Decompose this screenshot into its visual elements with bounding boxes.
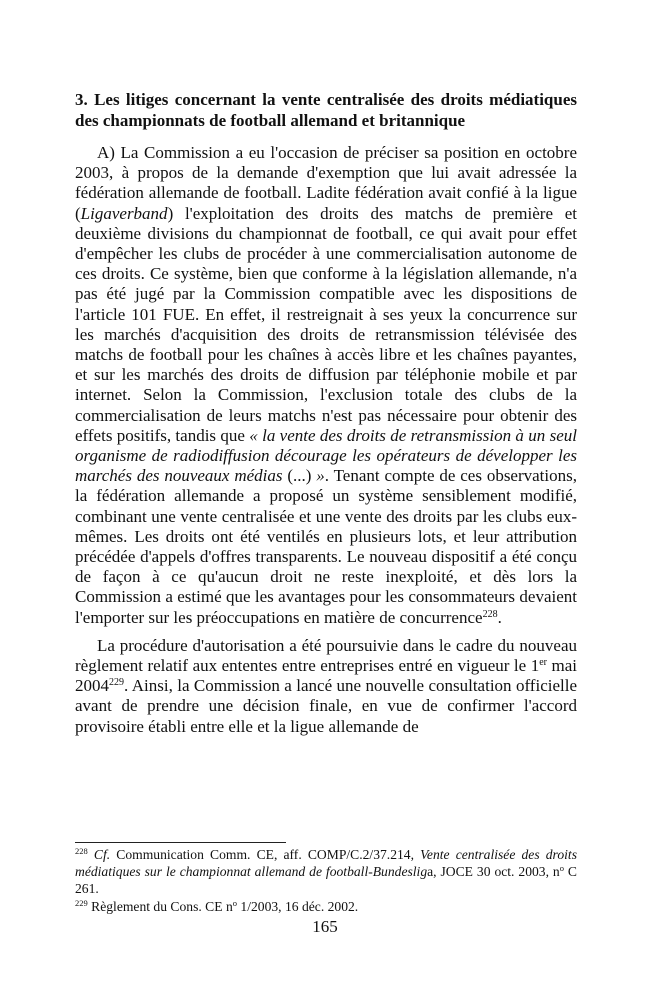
footnote-number: 228 xyxy=(75,846,88,856)
text: 1/2003, 16 déc. 2002. xyxy=(237,898,359,914)
text: a, JOCE 30 oct. 2003, n xyxy=(427,864,560,880)
footnote-number: 229 xyxy=(75,897,88,908)
ordinal: o xyxy=(232,897,237,908)
text: . xyxy=(497,607,502,627)
page-body xyxy=(75,90,577,745)
footnotes xyxy=(75,846,577,915)
quotation-close: » xyxy=(316,466,325,486)
page-number: 165 xyxy=(312,917,338,936)
text: La procédure d'autorisation a été poursuivie dans le cadre du nouveau règlement relatif aux ententes entre entreprises entré en vigueur le 1 xyxy=(75,635,577,676)
footnote-separator xyxy=(75,842,286,843)
text: C 261. xyxy=(75,864,577,897)
footnote-ref-228[interactable]: 228 xyxy=(482,608,498,620)
text: mai 2004 xyxy=(75,656,578,696)
ordinal: o xyxy=(559,863,564,874)
text: Règlement du Cons. CE n xyxy=(87,898,233,914)
paragraph-authorisation-procedure xyxy=(75,636,577,737)
footnote-229 xyxy=(75,898,577,915)
text: Cf. xyxy=(93,847,111,862)
italic-term: Ligaverband xyxy=(80,203,168,223)
text: . Ainsi, la Commission a lancé une nouvelle consultation officielle avant de prendre une décision finale, en vue de confirmer l'accord provisoire établi entre elle et la ligue allemande de xyxy=(75,676,577,736)
ordinal-suffix: er xyxy=(539,657,547,669)
footnote-ref-229[interactable]: 229 xyxy=(109,677,124,689)
text: ) l'exploitation des droits des matchs de première et deuxième divisions du championnat de football, ce qui avait pour effet d'empêcher les clubs de procéder à une commercialisation autonome de ces droits. Ce système, bien que conforme à la législation allemande, n'a pas été jugé par la Commission compatible avec les dispositions de l'article 101 FUE. En effet, il restreignait à ses yeux la concurrence sur les marchés d'acquisition des droits de retransmission télévisée des matchs de football pour les chaînes à accès libre et les chaînes payantes, et sur les marchés des droits de diffusion par téléphonie mobile et par internet. Selon la Commission, l'exclusion totale des clubs de la commercialisation de leurs matchs n'est pas nécessaire pour obtenir des effets positifs, tandis que xyxy=(75,203,577,445)
text: A) La Commission a eu l'occasion de préciser sa position en octobre 2003, à propos de la demande d'exemption que lui avait adressée la fédération allemande de football. Ladite fédération avait confié à la ligue ( xyxy=(75,143,577,223)
text: (...) xyxy=(282,466,317,486)
section-heading: 3. Les litiges concernant la vente centralisée des droits médiatiques des championnats de football allemand et britannique xyxy=(75,90,577,130)
case-title: Vente centralisée des droits médiatiques sur le championnat allemand de football-Bundeslig xyxy=(75,847,577,880)
text: . Tenant compte de ces observations, la fédération allemande a proposé un système sensiblement modifié, combinant une vente centralisée et une vente des droits par les clubs eux-mêmes. Les droits ont été ventilés en plusieurs lots, et leur attribution précédée d'appels d'offres transparents. Le nouveau dispositif a été conçu de façon à ce qu'aucun droit ne reste inexploité, et dès lors la Commission a estimé que les avantages pour les consommateurs devaient l'emporter sur les préoccupations en matière de concurrence xyxy=(75,466,577,627)
paragraph-commission-position xyxy=(75,143,577,628)
quotation: « la vente des droits de retransmission à un seul organisme de radiodiffusion décourage les opérateurs de développer les marchés des nouveaux médias xyxy=(75,425,577,486)
footnote-228 xyxy=(75,846,577,898)
text: Communication Comm. CE, aff. COMP/C.2/37.214, xyxy=(110,847,421,862)
